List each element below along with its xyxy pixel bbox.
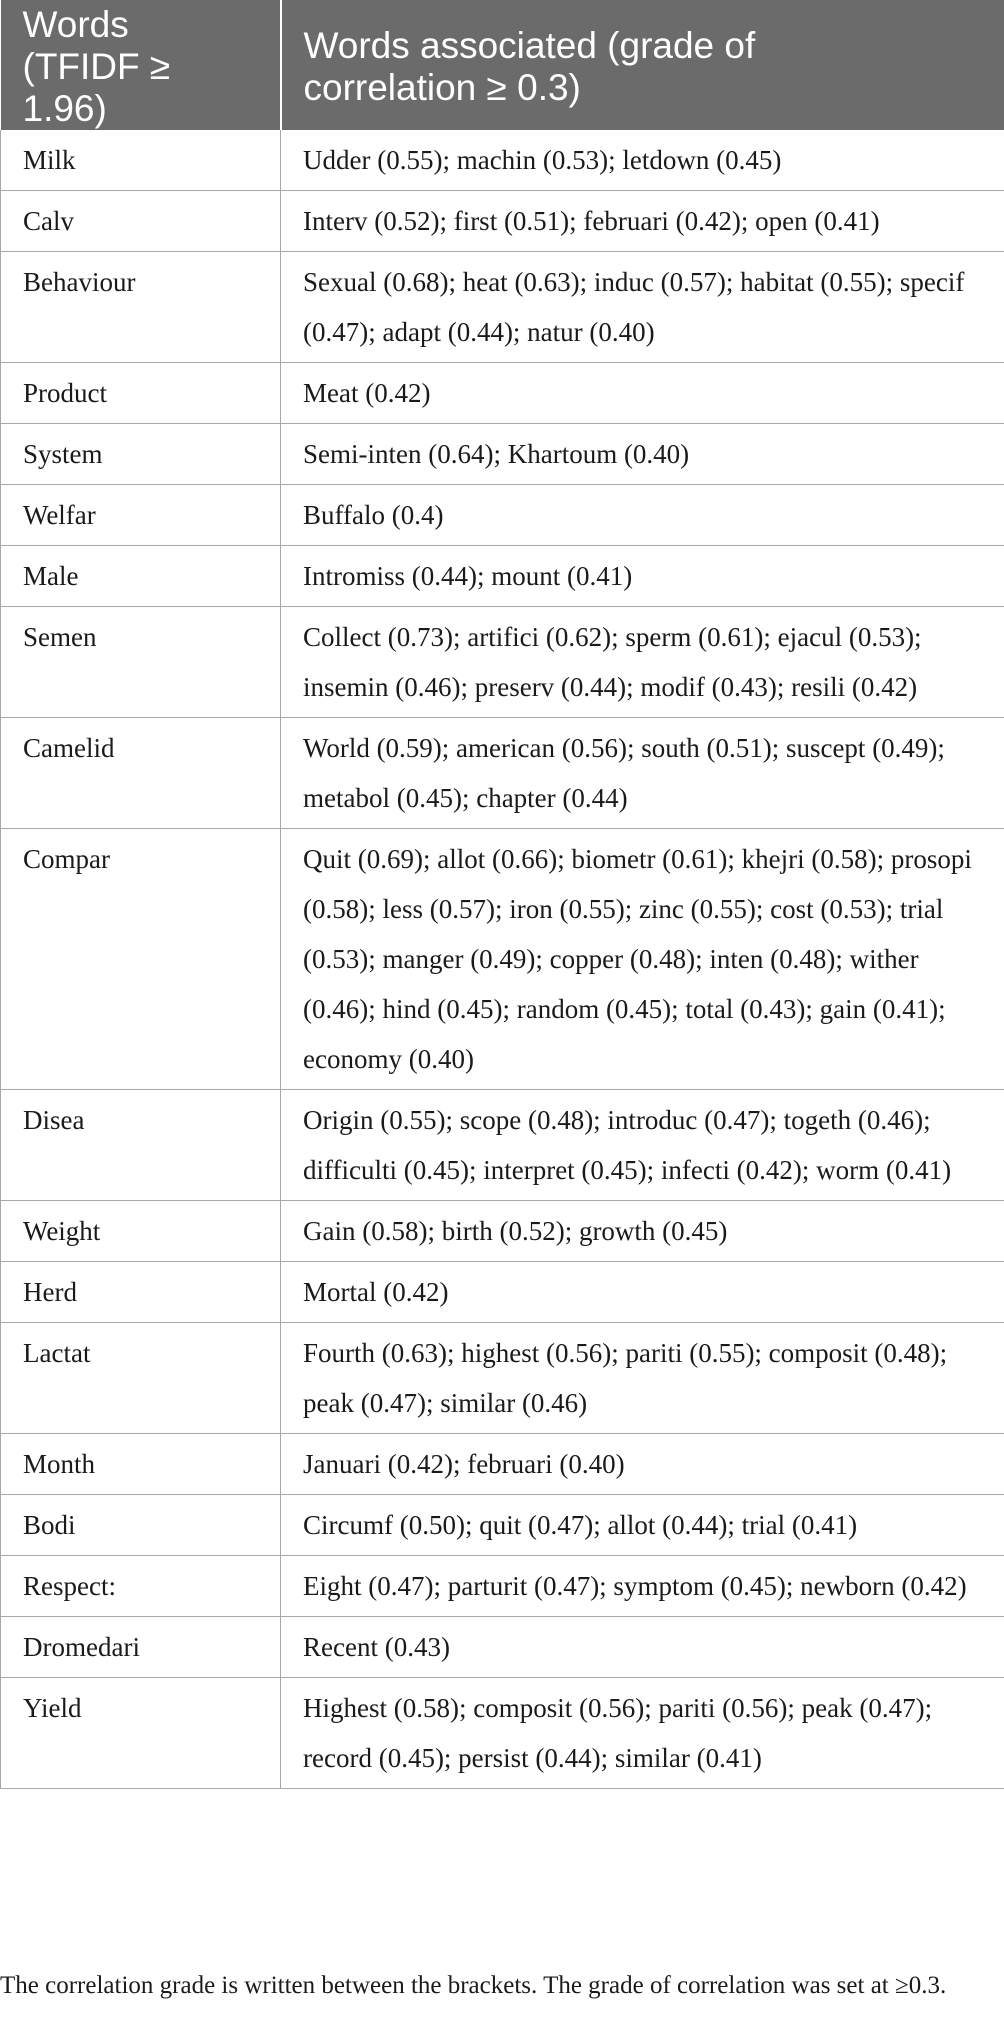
table-row bbox=[1, 252, 1004, 363]
associated-cell: Gain (0.58); birth (0.52); growth (0.45) bbox=[281, 1201, 1004, 1262]
header-words bbox=[1, 0, 281, 130]
table-row bbox=[1, 1678, 1004, 1789]
header-associated-line2: correlation ≥ 0.3) bbox=[303, 67, 581, 108]
word-cell: Camelid bbox=[1, 718, 281, 829]
associated-cell: Interv (0.52); first (0.51); februari (0.42); open (0.41) bbox=[281, 191, 1004, 252]
word-cell: Welfar bbox=[1, 485, 281, 546]
table-header bbox=[1, 0, 1004, 130]
word-cell: Compar bbox=[1, 829, 281, 1090]
table-row bbox=[1, 546, 1004, 607]
header-words-line2: (TFIDF ≥ 1.96) bbox=[22, 46, 171, 129]
word-cell: Herd bbox=[1, 1262, 281, 1323]
associated-cell: Januari (0.42); februari (0.40) bbox=[281, 1434, 1004, 1495]
table-row bbox=[1, 1201, 1004, 1262]
header-associated bbox=[281, 0, 1004, 130]
associated-cell: Mortal (0.42) bbox=[281, 1262, 1004, 1323]
word-cell: Weight bbox=[1, 1201, 281, 1262]
word-cell: Milk bbox=[1, 130, 281, 191]
table-row bbox=[1, 1323, 1004, 1434]
associated-cell: Circumf (0.50); quit (0.47); allot (0.44); trial (0.41) bbox=[281, 1495, 1004, 1556]
word-cell: Respect: bbox=[1, 1556, 281, 1617]
associated-cell: Sexual (0.68); heat (0.63); induc (0.57); habitat (0.55); specif (0.47); adapt (0.44); natur (0.40) bbox=[281, 252, 1004, 363]
table-row bbox=[1, 424, 1004, 485]
table-row bbox=[1, 1556, 1004, 1617]
word-cell: Bodi bbox=[1, 1495, 281, 1556]
header-words-line1: Words bbox=[22, 4, 129, 45]
associated-cell: Recent (0.43) bbox=[281, 1617, 1004, 1678]
word-cell: Behaviour bbox=[1, 252, 281, 363]
word-cell: Yield bbox=[1, 1678, 281, 1789]
table-row bbox=[1, 485, 1004, 546]
header-associated-line1: Words associated (grade of bbox=[303, 25, 756, 66]
table-row bbox=[1, 607, 1004, 718]
word-cell: Month bbox=[1, 1434, 281, 1495]
associated-cell: Buffalo (0.4) bbox=[281, 485, 1004, 546]
table-row bbox=[1, 130, 1004, 191]
word-cell: Disea bbox=[1, 1090, 281, 1201]
associated-cell: Semi-inten (0.64); Khartoum (0.40) bbox=[281, 424, 1004, 485]
table-row bbox=[1, 363, 1004, 424]
associated-cell: World (0.59); american (0.56); south (0.51); suscept (0.49); metabol (0.45); chapter (0.44) bbox=[281, 718, 1004, 829]
header-row bbox=[1, 0, 1004, 130]
table-row bbox=[1, 1090, 1004, 1201]
table-row bbox=[1, 829, 1004, 1090]
table-row bbox=[1, 1262, 1004, 1323]
word-cell: Dromedari bbox=[1, 1617, 281, 1678]
table-row bbox=[1, 191, 1004, 252]
associated-cell: Highest (0.58); composit (0.56); pariti (0.56); peak (0.47); record (0.45); persist (0.44); similar (0.41) bbox=[281, 1678, 1004, 1789]
word-cell: Semen bbox=[1, 607, 281, 718]
word-cell: Product bbox=[1, 363, 281, 424]
associated-cell: Udder (0.55); machin (0.53); letdown (0.45) bbox=[281, 130, 1004, 191]
associated-cell: Quit (0.69); allot (0.66); biometr (0.61); khejri (0.58); prosopi (0.58); less (0.57); iron (0.55); zinc (0.55); cost (0.53); trial (0.53); manger (0.49); copper (0.48); inten (0.48); wither (0.46); hind (0.45); random (0.45); total (0.43); gain (0.41); economy (0.40) bbox=[281, 829, 1004, 1090]
associated-cell: Meat (0.42) bbox=[281, 363, 1004, 424]
associated-cell: Intromiss (0.44); mount (0.41) bbox=[281, 546, 1004, 607]
table-row bbox=[1, 1617, 1004, 1678]
word-cell: Calv bbox=[1, 191, 281, 252]
associated-cell: Origin (0.55); scope (0.48); introduc (0.47); togeth (0.46); difficulti (0.45); interpret (0.45); infecti (0.42); worm (0.41) bbox=[281, 1090, 1004, 1201]
word-cell: System bbox=[1, 424, 281, 485]
table-footnote: The correlation grade is written between the brackets. The grade of correlation was set at ≥0.3. bbox=[0, 1972, 947, 1999]
word-cell: Male bbox=[1, 546, 281, 607]
associated-cell: Fourth (0.63); highest (0.56); pariti (0.55); composit (0.48); peak (0.47); similar (0.46) bbox=[281, 1323, 1004, 1434]
table-row bbox=[1, 1434, 1004, 1495]
table-body bbox=[1, 130, 1004, 1789]
associated-cell: Eight (0.47); parturit (0.47); symptom (0.45); newborn (0.42) bbox=[281, 1556, 1004, 1617]
word-cell: Lactat bbox=[1, 1323, 281, 1434]
associated-cell: Collect (0.73); artifici (0.62); sperm (0.61); ejacul (0.53); insemin (0.46); preserv (0.44); modif (0.43); resili (0.42) bbox=[281, 607, 1004, 718]
table-row bbox=[1, 718, 1004, 829]
table-row bbox=[1, 1495, 1004, 1556]
